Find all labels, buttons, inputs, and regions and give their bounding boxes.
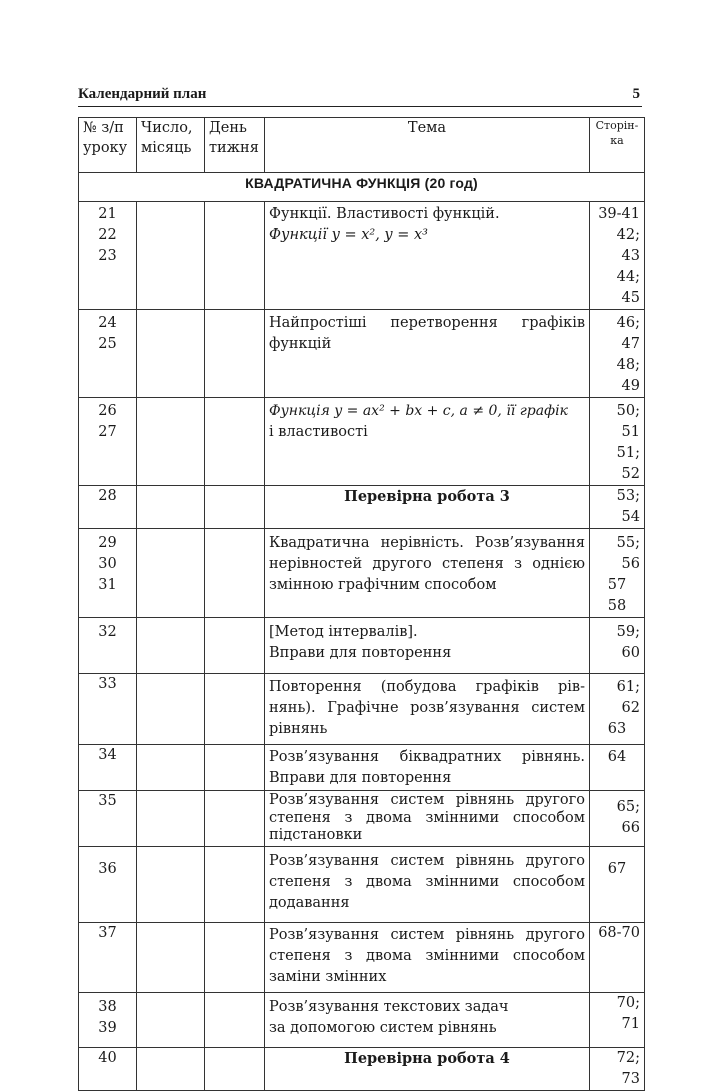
table-row — [79, 618, 645, 674]
lesson-numbers: 26 27 — [79, 398, 137, 486]
page-cell: 65; 66 — [590, 791, 645, 847]
column-header-page: Сторін- ка — [590, 118, 645, 173]
topic-cell: Розв’язування систем рівнянь другого степеня з двома змінними способом підстановки — [265, 791, 590, 847]
table-row — [79, 745, 645, 791]
table-row — [79, 674, 645, 745]
topic-cell: Функція y = ax² + bx + c, a ≠ 0, її графік і властивості — [265, 398, 590, 486]
table-row — [79, 202, 645, 310]
topic-cell: Розв’язування систем рівнянь другого степеня з двома змінними способом заміни змінних — [265, 923, 590, 993]
date-cell — [137, 529, 205, 618]
column-header-weekday: День тижня — [205, 118, 265, 173]
lesson-numbers: 35 — [79, 791, 137, 847]
lesson-numbers: 24 25 — [79, 310, 137, 398]
topic-cell: Розв’язування біквадратних рівнянь. Вправи для повторення — [265, 745, 590, 791]
date-cell — [137, 847, 205, 923]
column-header-date: Число, місяць — [137, 118, 205, 173]
lesson-numbers: 28 — [79, 486, 137, 529]
table-row — [79, 993, 645, 1048]
date-cell — [137, 745, 205, 791]
weekday-cell — [205, 923, 265, 993]
lesson-numbers: 38 39 — [79, 993, 137, 1048]
topic-cell: Розв’язування систем рівнянь другого степеня з двома змінними способом додавання — [265, 847, 590, 923]
table-row — [79, 847, 645, 923]
page-cell: 46; 47 48; 49 — [590, 310, 645, 398]
page-cell: 55; 56 57 58 — [590, 529, 645, 618]
page-cell: 67 — [590, 847, 645, 923]
lesson-plan-table — [78, 117, 645, 1091]
weekday-cell — [205, 202, 265, 310]
topic-cell: Розв’язування текстових задач за допомогою систем рівнянь — [265, 993, 590, 1048]
table-row — [79, 310, 645, 398]
lesson-numbers: 21 22 23 — [79, 202, 137, 310]
weekday-cell — [205, 847, 265, 923]
weekday-cell — [205, 486, 265, 529]
page-cell: 70; 71 — [590, 993, 645, 1048]
table-row — [79, 923, 645, 993]
page-cell: 59; 60 — [590, 618, 645, 674]
table-row — [79, 791, 645, 847]
weekday-cell — [205, 310, 265, 398]
weekday-cell — [205, 618, 265, 674]
date-cell — [137, 310, 205, 398]
topic-cell: Перевірна робота 4 — [265, 1048, 590, 1091]
date-cell — [137, 202, 205, 310]
date-cell — [137, 993, 205, 1048]
lesson-numbers: 40 — [79, 1048, 137, 1091]
weekday-cell — [205, 398, 265, 486]
topic-cell: Квадратична нерівність. Розв’язування нерівностей другого степеня з однією змінною графічним способом — [265, 529, 590, 618]
table-row — [79, 1048, 645, 1091]
date-cell — [137, 486, 205, 529]
page-cell: 72; 73 — [590, 1048, 645, 1091]
lesson-numbers: 36 — [79, 847, 137, 923]
weekday-cell — [205, 1048, 265, 1091]
column-header-topic: Тема — [265, 118, 590, 173]
lesson-numbers: 34 — [79, 745, 137, 791]
weekday-cell — [205, 791, 265, 847]
date-cell — [137, 1048, 205, 1091]
topic-cell: Перевірна робота 3 — [265, 486, 590, 529]
page-cell: 64 — [590, 745, 645, 791]
table-row — [79, 529, 645, 618]
page-header — [78, 86, 642, 107]
page-cell: 61; 62 63 — [590, 674, 645, 745]
weekday-cell — [205, 674, 265, 745]
section-title: КВАДРАТИЧНА ФУНКЦІЯ (20 год) — [79, 173, 645, 202]
weekday-cell — [205, 745, 265, 791]
table-row — [79, 398, 645, 486]
date-cell — [137, 618, 205, 674]
weekday-cell — [205, 993, 265, 1048]
topic-cell: Найпростіші перетворення графіків функцій — [265, 310, 590, 398]
topic-cell: Повторення (побудова графіків рів- нянь). Графічне розв’язування систем рівнянь — [265, 674, 590, 745]
table-header-row — [79, 118, 645, 173]
weekday-cell — [205, 529, 265, 618]
lesson-numbers: 37 — [79, 923, 137, 993]
date-cell — [137, 923, 205, 993]
page-cell: 39-41 42; 43 44; 45 — [590, 202, 645, 310]
header-title: Календарний план — [78, 86, 207, 102]
table-row — [79, 486, 645, 529]
date-cell — [137, 398, 205, 486]
topic-cell: [Метод інтервалів]. Вправи для повторення — [265, 618, 590, 674]
lesson-numbers: 29 30 31 — [79, 529, 137, 618]
section-row — [79, 173, 645, 202]
page-number: 5 — [632, 86, 640, 102]
column-header-lesson-number: № з/п уроку — [79, 118, 137, 173]
topic-cell: Функції. Властивості функцій. Функції y = x², y = x³ — [265, 202, 590, 310]
page-cell: 53; 54 — [590, 486, 645, 529]
date-cell — [137, 791, 205, 847]
date-cell — [137, 674, 205, 745]
lesson-numbers: 32 — [79, 618, 137, 674]
lesson-numbers: 33 — [79, 674, 137, 745]
page-cell: 68-70 — [590, 923, 645, 993]
page-cell: 50; 51 51; 52 — [590, 398, 645, 486]
